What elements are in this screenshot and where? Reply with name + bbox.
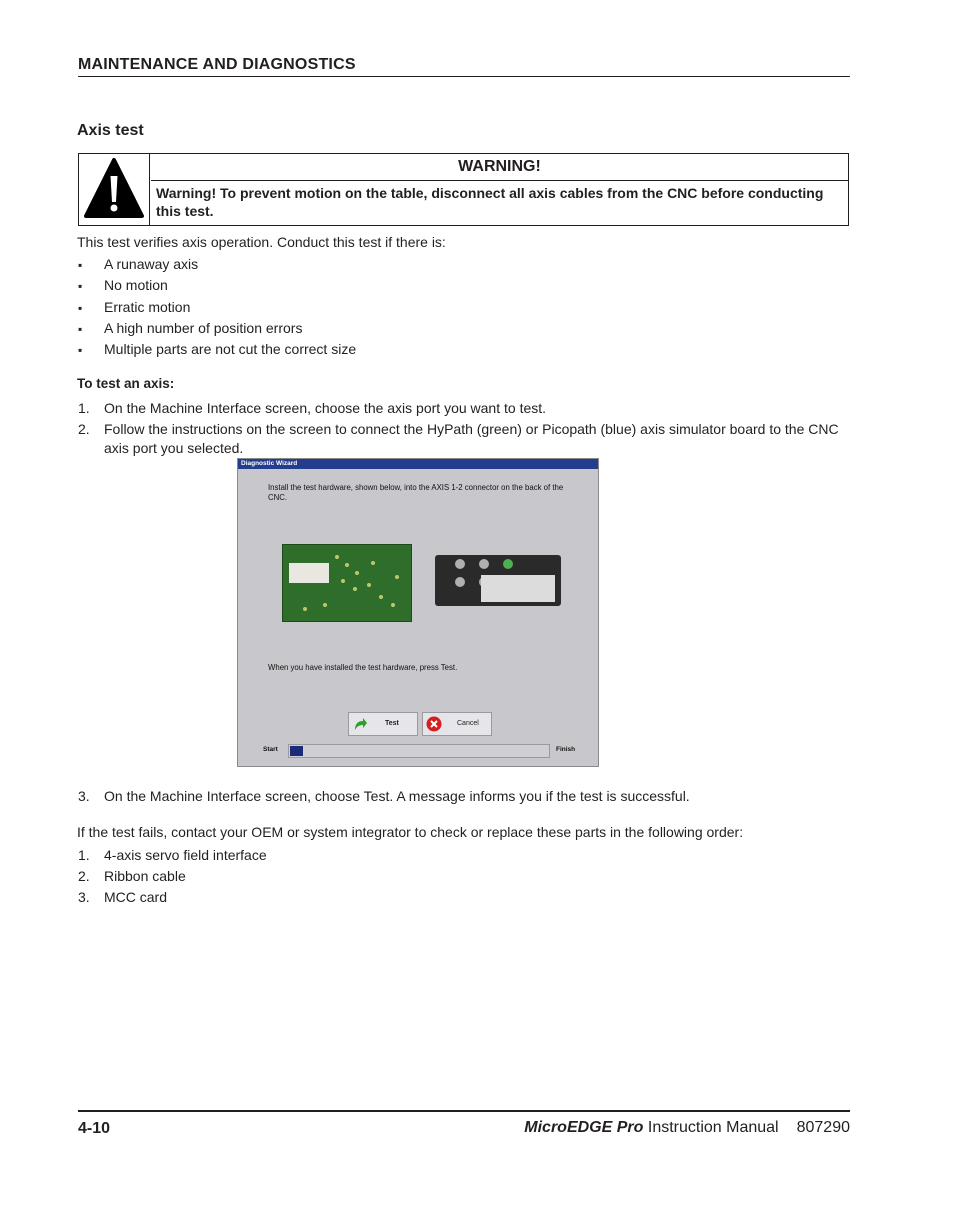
document-number: 807290	[796, 1119, 850, 1136]
board-component	[395, 575, 399, 579]
list-item: No motion	[104, 277, 168, 293]
board-component	[345, 563, 349, 567]
board-component	[379, 595, 383, 599]
header-rule	[78, 76, 850, 77]
board-component	[367, 583, 371, 587]
cancel-button[interactable]	[422, 712, 492, 736]
part-number: 2.	[78, 868, 90, 884]
axis-simulator-board-image	[282, 544, 412, 622]
connector-panel	[481, 575, 555, 602]
board-component	[335, 555, 339, 559]
bullet-marker: ▪	[78, 279, 83, 293]
wizard-instruction: Install the test hardware, shown below, into the AXIS 1-2 connector on the back of the CNC.	[268, 483, 564, 502]
procedure-title: To test an axis:	[77, 376, 175, 391]
step-text: On the Machine Interface screen, choose the axis port you want to test.	[104, 400, 547, 416]
board-component	[341, 579, 345, 583]
cancel-button-label: Cancel	[457, 720, 479, 727]
product-name: MicroEDGE Pro	[524, 1119, 644, 1136]
progress-bar	[288, 744, 550, 758]
step-number: 3.	[78, 788, 90, 804]
board-component	[323, 603, 327, 607]
test-button[interactable]	[348, 712, 418, 736]
part-item: MCC card	[104, 889, 168, 905]
start-label: Start	[263, 746, 278, 753]
close-icon	[426, 716, 442, 732]
section-header: MAINTENANCE AND DIAGNOSTICS	[78, 56, 356, 73]
cnc-connector-image	[435, 555, 561, 606]
list-item: A runaway axis	[104, 256, 199, 272]
connector-port	[479, 559, 489, 569]
page-number: 4-10	[78, 1120, 111, 1137]
warning-title: WARNING!	[151, 154, 848, 181]
list-item: Erratic motion	[104, 299, 191, 315]
wizard-prompt: When you have installed the test hardware, press Test.	[268, 663, 458, 672]
bullet-marker: ▪	[78, 258, 83, 272]
diagnostic-wizard-screenshot	[237, 458, 599, 767]
footer-rule	[78, 1110, 850, 1112]
wizard-title-bar: Diagnostic Wizard	[238, 459, 598, 469]
part-number: 3.	[78, 889, 90, 905]
finish-label: Finish	[556, 746, 576, 753]
connector-port	[455, 559, 465, 569]
progress-fill	[290, 746, 303, 756]
arrow-icon	[352, 716, 368, 732]
board-component	[303, 607, 307, 611]
list-item: Multiple parts are not cut the correct size	[104, 341, 357, 357]
part-number: 1.	[78, 847, 90, 863]
board-component	[353, 587, 357, 591]
failure-intro: If the test fails, contact your OEM or system integrator to check or replace these parts in the following order:	[77, 824, 744, 840]
bullet-marker: ▪	[78, 322, 83, 336]
board-component	[355, 571, 359, 575]
step-number: 1.	[78, 400, 90, 416]
step-text: Follow the instructions on the screen to connect the HyPath (green) or Picopath (blue) axis simulator board to the CNC axis port you selected.	[104, 421, 839, 456]
connector-port-active	[503, 559, 513, 569]
page-heading: Axis test	[77, 122, 144, 139]
part-item: 4-axis servo field interface	[104, 847, 267, 863]
bullet-marker: ▪	[78, 343, 83, 357]
step-number: 2.	[78, 421, 90, 437]
footer-title	[524, 1119, 850, 1137]
step-text: On the Machine Interface screen, choose Test. A message informs you if the test is successful.	[104, 788, 690, 804]
board-component	[371, 561, 375, 565]
manual-label: Instruction Manual	[643, 1119, 779, 1136]
intro-text: This test verifies axis operation. Conduct this test if there is:	[77, 234, 446, 250]
board-label	[289, 563, 329, 583]
warning-text: Warning! To prevent motion on the table, disconnect all axis cables from the CNC before conducting this test.	[156, 185, 824, 219]
warning-icon	[79, 154, 150, 225]
connector-port	[455, 577, 465, 587]
test-button-label: Test	[385, 720, 399, 727]
part-item: Ribbon cable	[104, 868, 186, 884]
bullet-marker: ▪	[78, 301, 83, 315]
board-component	[391, 603, 395, 607]
warning-box	[78, 153, 849, 226]
list-item: A high number of position errors	[104, 320, 303, 336]
